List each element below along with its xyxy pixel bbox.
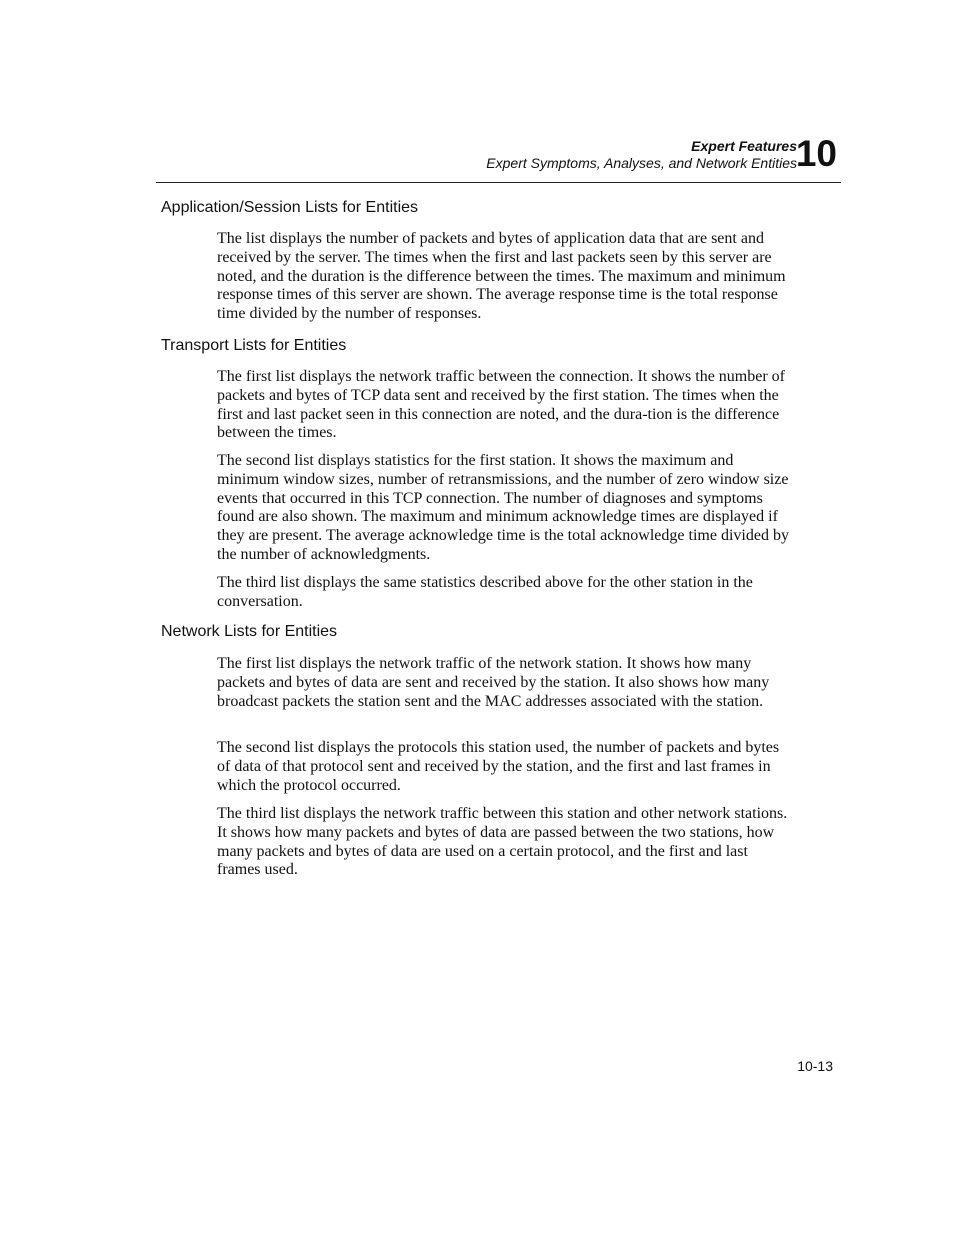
section-heading-application-session: Application/Session Lists for Entities <box>161 199 419 216</box>
paragraph: The third list displays the network traffic between this station and other network stations. It shows how many packets and bytes of data are passed between the two stations, how many packets and bytes of data are used on a certain protocol, and the first and last frames used. <box>217 805 788 879</box>
section-heading-transport: Transport Lists for Entities <box>161 337 347 354</box>
paragraph: The list displays the number of packets and bytes of application data that are sent and received by the server. The times when the first and last packets seen by this server are noted, and the duration is the difference between the times. The maximum and minimum response times of this server are shown. The average response time is the total response time divided by the number of responses. <box>217 230 786 323</box>
paragraph: The second list displays statistics for the first station. It shows the maximum and minimum window sizes, number of retransmissions, and the number of zero window size events that occurred in this TCP connection. The number of diagnoses and symptoms found are also shown. The maximum and minimum acknowledge times are displayed if they are present. The average acknowledge time is the total acknowledge time divided by the number of acknowledgments. <box>217 452 789 563</box>
paragraph: The first list displays the network traffic of the network station. It shows how many packets and bytes of data are sent and received by the station. It also shows how many broadcast packets the station sent and the MAC addresses associated with the station. <box>217 655 770 710</box>
paragraph: The first list displays the network traffic between the connection. It shows the number of packets and bytes of TCP data sent and received by the first station. The times when the first and last packet seen in this connection are noted, and the dura-tion is the difference between the times. <box>217 368 785 442</box>
header-section-title: Expert Symptoms, Analyses, and Network Entities <box>486 155 797 171</box>
paragraph: The third list displays the same statistics described above for the other station in the conversation. <box>217 574 753 610</box>
chapter-number: 10 <box>795 133 837 174</box>
section-heading-network: Network Lists for Entities <box>161 623 338 640</box>
header-text <box>486 138 797 172</box>
header-chapter-title: Expert Features <box>691 138 797 154</box>
paragraph: The second list displays the protocols this station used, the number of packets and bytes of data of that protocol sent and received by the station, and the first and last frames in which the protocol occurred. <box>217 739 780 794</box>
page-number: 10-13 <box>797 1058 833 1074</box>
running-header <box>156 133 841 183</box>
